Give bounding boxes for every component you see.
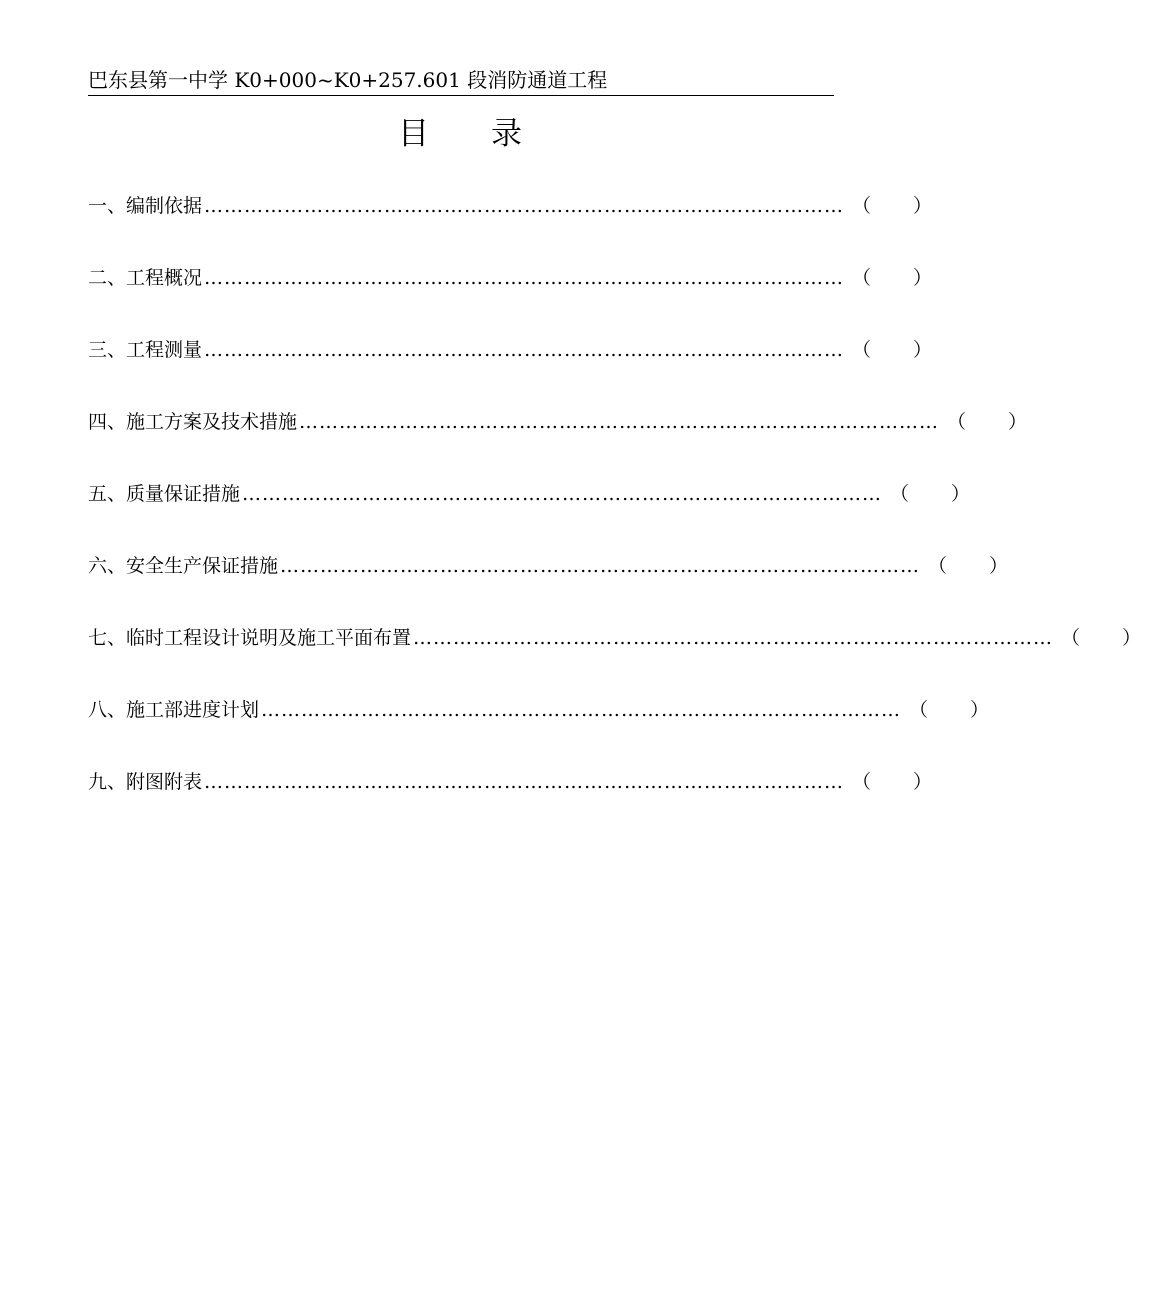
dot-leader: …………………………………………………………………………………… bbox=[204, 195, 845, 217]
toc-item-label: 二、工程概况 bbox=[88, 260, 204, 296]
toc-list bbox=[88, 188, 1159, 836]
toc-title-char-2: 录 bbox=[491, 116, 522, 152]
toc-item-label: 六、安全生产保证措施 bbox=[88, 548, 280, 584]
toc-item-page: （ ） bbox=[852, 195, 951, 217]
dot-leader: …………………………………………………………………………………… bbox=[242, 483, 883, 505]
toc-item[interactable] bbox=[88, 764, 951, 836]
toc-item[interactable] bbox=[88, 188, 951, 260]
toc-item[interactable] bbox=[88, 548, 1027, 620]
toc-item[interactable] bbox=[88, 476, 989, 548]
toc-item[interactable] bbox=[88, 692, 1008, 764]
toc-item-page: （ ） bbox=[928, 555, 1027, 577]
toc-item-page: （ ） bbox=[852, 771, 951, 793]
toc-item-page: （ ） bbox=[909, 699, 1008, 721]
page-header bbox=[88, 66, 834, 96]
toc-item-page: （ ） bbox=[852, 267, 951, 289]
toc-item-page: （ ） bbox=[1061, 627, 1159, 649]
dot-leader: …………………………………………………………………………………… bbox=[204, 267, 845, 289]
toc-item-label: 五、质量保证措施 bbox=[88, 476, 242, 512]
dot-leader: …………………………………………………………………………………… bbox=[299, 411, 940, 433]
header-title: 巴东县第一中学 K0+000~K0+257.601 段消防通道工程 bbox=[88, 68, 608, 92]
dot-leader: …………………………………………………………………………………… bbox=[204, 771, 845, 793]
dot-leader: …………………………………………………………………………………… bbox=[204, 339, 845, 361]
toc-title bbox=[0, 112, 920, 156]
toc-title-char-1: 目 bbox=[398, 116, 429, 152]
toc-item-label: 七、临时工程设计说明及施工平面布置 bbox=[88, 620, 413, 656]
toc-item[interactable] bbox=[88, 332, 951, 404]
dot-leader: …………………………………………………………………………………… bbox=[413, 627, 1054, 649]
toc-item-label: 四、施工方案及技术措施 bbox=[88, 404, 299, 440]
toc-item-label: 三、工程测量 bbox=[88, 332, 204, 368]
dot-leader: …………………………………………………………………………………… bbox=[261, 699, 902, 721]
toc-item[interactable] bbox=[88, 404, 1046, 476]
toc-item[interactable] bbox=[88, 260, 951, 332]
dot-leader: …………………………………………………………………………………… bbox=[280, 555, 921, 577]
toc-item-page: （ ） bbox=[947, 411, 1046, 433]
toc-item-label: 一、编制依据 bbox=[88, 188, 204, 224]
toc-item-page: （ ） bbox=[852, 339, 951, 361]
toc-item-label: 八、施工部进度计划 bbox=[88, 692, 261, 728]
toc-item-label: 九、附图附表 bbox=[88, 764, 204, 800]
toc-item-page: （ ） bbox=[890, 483, 989, 505]
toc-item[interactable] bbox=[88, 620, 1159, 692]
